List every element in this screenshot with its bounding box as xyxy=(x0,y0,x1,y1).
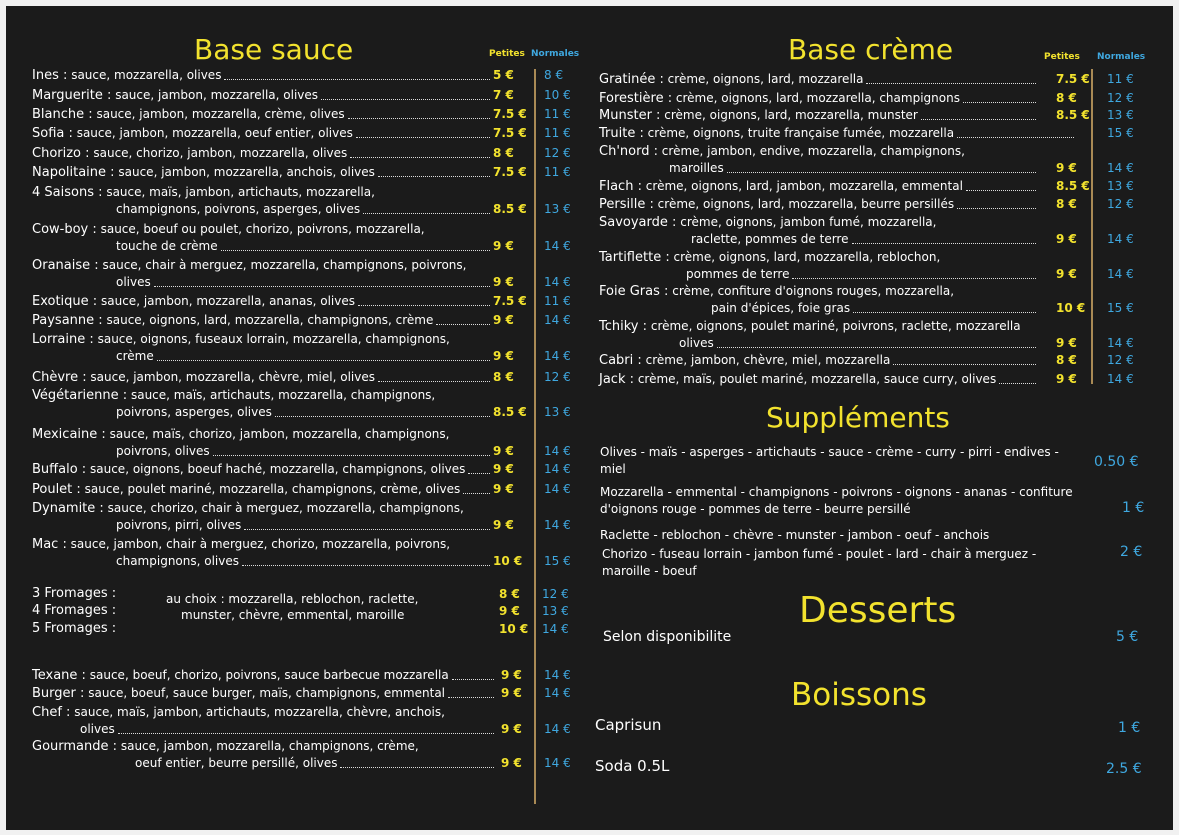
sauce-item-continued xyxy=(116,443,210,459)
small-price: 8 € xyxy=(493,370,514,384)
normales-column-header: Normales xyxy=(531,49,580,59)
leader-dots xyxy=(154,286,490,287)
fromages-name: 3 Fromages : xyxy=(32,586,117,601)
leader-dots xyxy=(463,493,490,494)
item-description: crème, oignons, lard, jambon, mozzarella, emmental xyxy=(645,179,963,193)
item-name: Forestière : xyxy=(599,91,673,106)
leader-dots xyxy=(340,767,494,768)
leader-dots xyxy=(275,416,490,417)
sauce-item xyxy=(32,125,353,142)
small-price: 10 € xyxy=(493,554,523,568)
small-price: 9 € xyxy=(493,462,514,476)
item-description: sauce, jambon, mozzarella, ananas, olives xyxy=(101,294,355,308)
small-price: 9 € xyxy=(501,686,522,700)
small-price: 7.5 € xyxy=(493,294,527,308)
leader-dots xyxy=(452,679,494,680)
item-name: Truite : xyxy=(599,126,644,141)
normal-price: 11 € xyxy=(1107,72,1134,86)
leader-dots xyxy=(321,99,490,100)
leader-dots xyxy=(348,118,490,119)
supplement-text: Raclette - reblochon - chèvre - munster - jambon - oeuf - anchois xyxy=(600,528,990,542)
item-description: sauce, chorizo, chair à merguez, mozzarella, champignons, xyxy=(107,501,464,515)
sauce-item xyxy=(32,87,318,104)
normal-price: 14 € xyxy=(544,518,571,532)
sauce-item xyxy=(32,331,450,348)
dessert-item: Selon disponibilite xyxy=(603,629,732,645)
item-description: sauce, oignons, fuseaux lorrain, mozzarella, champignons, xyxy=(97,332,450,346)
sauce-item-continued xyxy=(116,553,239,569)
item-description: crème, jambon, endive, mozzarella, champignons, xyxy=(661,144,965,158)
sauce-item-continued xyxy=(116,404,272,420)
fromages-normal-price: 14 € xyxy=(542,622,569,636)
item-description: sauce, jambon, mozzarella, champignons, crème, xyxy=(120,739,419,753)
small-price: 9 € xyxy=(1056,336,1077,350)
sauce-item xyxy=(32,387,435,404)
item-description: sauce, boeuf ou poulet, chorizo, poivrons, mozzarella, xyxy=(100,222,425,236)
normal-price: 12 € xyxy=(1107,91,1134,105)
item-description: sauce, maïs, jambon, artichauts, mozzarella, chèvre, anchois, xyxy=(74,705,445,719)
small-price: 5 € xyxy=(493,68,514,82)
creme-item xyxy=(599,318,1021,335)
item-description: crème, oignons, lard, mozzarella, munster xyxy=(664,108,918,122)
leader-dots xyxy=(957,137,1074,138)
leader-dots xyxy=(244,529,490,530)
item-name: Dynamite : xyxy=(32,501,104,516)
normal-price: 13 € xyxy=(544,202,571,216)
item-description-continued: maroilles xyxy=(669,161,724,175)
fromages-small-price: 9 € xyxy=(499,604,520,618)
creme-item xyxy=(599,249,940,266)
normal-price: 11 € xyxy=(544,126,571,140)
small-price: 8.5 € xyxy=(1056,108,1090,122)
small-price: 8 € xyxy=(1056,353,1077,367)
creme-item-continued xyxy=(686,266,789,282)
item-name: Blanche : xyxy=(32,107,93,122)
supplement-price: 1 € xyxy=(1122,500,1145,516)
sauce-item xyxy=(32,164,375,181)
creme-item xyxy=(599,125,954,142)
normal-price: 14 € xyxy=(544,239,571,253)
fromages-normal-price: 12 € xyxy=(542,587,569,601)
normales-column-header: Normales xyxy=(1097,52,1146,62)
creme-item xyxy=(599,143,965,160)
small-price: 9 € xyxy=(1056,267,1077,281)
item-description: crème, oignons, lard, mozzarella xyxy=(667,72,864,86)
base-creme-title: Base crème xyxy=(788,33,954,66)
item-name: Jack : xyxy=(599,372,634,387)
item-name: Munster : xyxy=(599,108,661,123)
item-name: Persille : xyxy=(599,197,654,212)
normal-price: 14 € xyxy=(544,686,571,700)
item-description: sauce, oignons, boeuf haché, mozzarella, champignons, olives xyxy=(90,462,466,476)
normal-price: 14 € xyxy=(1107,336,1134,350)
drink-price: 2.5 € xyxy=(1106,761,1142,777)
item-name: Végétarienne : xyxy=(32,388,128,403)
supplement-text: miel xyxy=(600,462,626,476)
item-description: crème, oignons, lard, mozzarella, champignons xyxy=(675,91,960,105)
small-price: 8.5 € xyxy=(493,405,527,419)
small-price: 7 € xyxy=(493,88,514,102)
item-description: sauce, jambon, mozzarella, crème, olives xyxy=(96,107,345,121)
item-name: Buffalo : xyxy=(32,462,87,477)
fromages-small-price: 10 € xyxy=(499,622,529,636)
leader-dots xyxy=(358,305,490,306)
base-sauce-title: Base sauce xyxy=(194,33,354,66)
creme-item-continued xyxy=(669,160,724,176)
normal-price: 15 € xyxy=(544,554,571,568)
item-name: Cabri : xyxy=(599,353,642,368)
sauce-item xyxy=(32,312,433,329)
normal-price: 14 € xyxy=(544,462,571,476)
item-name: Chorizo : xyxy=(32,146,90,161)
creme-item-continued xyxy=(679,335,714,351)
item-description: sauce, jambon, mozzarella, oeuf entier, olives xyxy=(76,126,353,140)
item-description-continued: pommes de terre xyxy=(686,267,790,281)
item-description: sauce, poulet mariné, mozzarella, champignons, crème, olives xyxy=(84,482,461,496)
sauce-price-divider xyxy=(534,69,536,804)
leader-dots xyxy=(717,347,1036,348)
item-name: Savoyarde : xyxy=(599,215,677,230)
desserts-title: Desserts xyxy=(799,590,957,631)
small-price: 7.5 € xyxy=(493,126,527,140)
normal-price: 14 € xyxy=(1107,267,1134,281)
item-description: sauce, chorizo, jambon, mozzarella, olives xyxy=(93,146,348,160)
item-description: crème, maïs, poulet mariné, mozzarella, sauce curry, olives xyxy=(637,372,997,386)
creme-item xyxy=(599,352,890,369)
small-price: 9 € xyxy=(1056,161,1077,175)
petites-column-header: Petites xyxy=(1044,52,1080,62)
small-price: 9 € xyxy=(493,313,514,327)
item-description: crème, oignons, lard, mozzarella, reblochon, xyxy=(673,250,941,264)
item-description: sauce, maïs, jambon, artichauts, mozzarella, xyxy=(106,185,375,199)
creme-item-continued xyxy=(691,231,849,247)
item-name: Flach : xyxy=(599,179,642,194)
item-name: Exotique : xyxy=(32,294,98,309)
leader-dots xyxy=(378,176,490,177)
small-price: 8.5 € xyxy=(493,202,527,216)
normal-price: 11 € xyxy=(544,165,571,179)
drink-name: Soda 0.5L xyxy=(595,757,670,775)
item-description-continued: champignons, olives xyxy=(116,554,239,568)
item-name: Chèvre : xyxy=(32,370,87,385)
leader-dots xyxy=(957,208,1036,209)
item-description: crème, oignons, poulet mariné, poivrons, raclette, mozzarella xyxy=(650,319,1021,333)
creme-item-continued xyxy=(711,300,850,316)
leader-dots xyxy=(921,119,1036,120)
item-description-continued: olives xyxy=(80,722,115,736)
creme-item xyxy=(599,371,996,388)
small-price: 9 € xyxy=(493,518,514,532)
item-description: sauce, chair à merguez, mozzarella, champignons, poivrons, xyxy=(102,258,467,272)
small-price: 9 € xyxy=(493,444,514,458)
leader-dots xyxy=(363,213,490,214)
supplements-title: Suppléments xyxy=(766,401,950,434)
fromages-description-continued: munster, chèvre, emmental, maroille xyxy=(181,608,405,622)
item-description-continued: champignons, poivrons, asperges, olives xyxy=(116,202,361,216)
leader-dots xyxy=(448,697,494,698)
petites-column-header: Petites xyxy=(489,49,525,59)
item-name: Mac : xyxy=(32,537,67,552)
fromages-description: au choix : mozzarella, reblochon, raclette, xyxy=(166,592,419,606)
small-price: 9 € xyxy=(493,349,514,363)
sauce-item-continued xyxy=(116,238,218,254)
small-price: 8 € xyxy=(1056,197,1077,211)
leader-dots xyxy=(221,250,490,251)
supplement-text: maroille - boeuf xyxy=(602,564,697,578)
drink-price: 1 € xyxy=(1118,720,1141,736)
small-price: 7.5 € xyxy=(493,165,527,179)
leader-dots xyxy=(468,473,490,474)
sauce-item xyxy=(32,667,449,684)
item-description: sauce, oignons, lard, mozzarella, champignons, crème xyxy=(106,313,434,327)
item-name: Cow-boy : xyxy=(32,222,97,237)
small-price: 9 € xyxy=(1056,372,1077,386)
sauce-item xyxy=(32,145,347,162)
pizza-menu xyxy=(6,6,1173,830)
small-price: 9 € xyxy=(1056,232,1077,246)
normal-price: 14 € xyxy=(544,668,571,682)
item-description: sauce, jambon, mozzarella, chèvre, miel, olives xyxy=(90,370,375,384)
item-description: sauce, maïs, artichauts, mozzarella, champignons, xyxy=(130,388,436,402)
supplement-price: 2 € xyxy=(1120,544,1143,560)
dessert-price: 5 € xyxy=(1116,629,1139,645)
item-name: Tchiky : xyxy=(599,319,648,334)
sauce-item-continued xyxy=(116,201,360,217)
item-name: Texane : xyxy=(32,668,86,683)
leader-dots xyxy=(727,172,1036,173)
small-price: 8 € xyxy=(493,146,514,160)
normal-price: 11 € xyxy=(544,294,571,308)
item-description-continued: raclette, pommes de terre xyxy=(691,232,849,246)
item-name: Napolitaine : xyxy=(32,165,115,180)
item-description: sauce, jambon, chair à merguez, chorizo, mozzarella, poivrons, xyxy=(70,537,451,551)
item-description: crème, oignons, lard, mozzarella, beurre persillés xyxy=(657,197,955,211)
item-description: sauce, mozzarella, olives xyxy=(71,68,222,82)
sauce-item xyxy=(32,481,460,498)
normal-price: 14 € xyxy=(544,275,571,289)
normal-price: 14 € xyxy=(544,313,571,327)
creme-item xyxy=(599,107,918,124)
sauce-item xyxy=(32,704,445,721)
fromages-name: 4 Fromages : xyxy=(32,603,117,618)
sauce-item-continued xyxy=(116,348,154,364)
normal-price: 13 € xyxy=(544,405,571,419)
fromages-small-price: 8 € xyxy=(499,587,520,601)
small-price: 8 € xyxy=(1056,91,1077,105)
item-name: Lorraine : xyxy=(32,332,94,347)
item-description: sauce, boeuf, sauce burger, maïs, champignons, emmental xyxy=(88,686,446,700)
small-price: 9 € xyxy=(493,482,514,496)
boissons-title: Boissons xyxy=(791,677,927,713)
supplement-price: 0.50 € xyxy=(1094,454,1139,470)
creme-price-divider xyxy=(1091,69,1093,384)
creme-item xyxy=(599,196,954,213)
item-description: crème, jambon, chèvre, miel, mozzarella xyxy=(645,353,891,367)
leader-dots xyxy=(436,324,490,325)
sauce-item xyxy=(32,461,465,478)
item-name: Tartiflette : xyxy=(599,250,670,265)
creme-item xyxy=(599,71,863,88)
item-name: Marguerite : xyxy=(32,88,112,103)
creme-item xyxy=(599,90,960,107)
sauce-item xyxy=(32,685,445,702)
normal-price: 8 € xyxy=(544,68,564,82)
small-price: 8.5 € xyxy=(1056,179,1090,193)
normal-price: 14 € xyxy=(544,349,571,363)
normal-price: 12 € xyxy=(544,370,571,384)
item-name: Mexicaine : xyxy=(32,427,106,442)
item-description-continued: poivrons, pirri, olives xyxy=(116,518,242,532)
small-price: 9 € xyxy=(501,756,522,770)
sauce-item xyxy=(32,500,464,517)
leader-dots xyxy=(350,157,490,158)
item-name: Gratinée : xyxy=(599,72,664,87)
creme-item xyxy=(599,283,954,300)
normal-price: 15 € xyxy=(1107,301,1134,315)
supplement-text: Mozzarella - emmental - champignons - poivrons - oignons - ananas - confiture xyxy=(600,485,1073,499)
supplement-text: d'oignons rouge - pommes de terre - beurre persillé xyxy=(600,502,911,516)
small-price: 9 € xyxy=(501,668,522,682)
normal-price: 12 € xyxy=(1107,353,1134,367)
item-name: Ch'nord : xyxy=(599,144,658,159)
sauce-item xyxy=(32,184,375,201)
item-description: crème, confiture d'oignons rouges, mozzarella, xyxy=(672,284,955,298)
normal-price: 13 € xyxy=(1107,179,1134,193)
normal-price: 13 € xyxy=(1107,108,1134,122)
leader-dots xyxy=(157,360,490,361)
normal-price: 14 € xyxy=(544,482,571,496)
small-price: 9 € xyxy=(493,275,514,289)
sauce-item xyxy=(32,536,450,553)
small-price: 7.5 € xyxy=(1056,72,1090,86)
small-price: 10 € xyxy=(1056,301,1086,315)
item-name: Burger : xyxy=(32,686,85,701)
small-price: 9 € xyxy=(493,239,514,253)
normal-price: 14 € xyxy=(544,444,571,458)
sauce-item xyxy=(32,426,449,443)
leader-dots xyxy=(963,102,1036,103)
leader-dots xyxy=(213,455,490,456)
normal-price: 14 € xyxy=(1107,372,1134,386)
leader-dots xyxy=(999,383,1036,384)
leader-dots xyxy=(378,381,490,382)
item-description: crème, oignons, truite française fumée, mozzarella xyxy=(647,126,955,140)
item-name: Sofia : xyxy=(32,126,73,141)
sauce-item xyxy=(32,221,425,238)
normal-price: 10 € xyxy=(544,88,571,102)
small-price: 7.5 € xyxy=(493,107,527,121)
sauce-item xyxy=(32,257,466,274)
sauce-item-continued xyxy=(135,755,337,771)
normal-price: 11 € xyxy=(544,107,571,121)
item-description: sauce, boeuf, chorizo, poivrons, sauce barbecue mozzarella xyxy=(89,668,449,682)
leader-dots xyxy=(118,733,494,734)
item-name: Chef : xyxy=(32,705,71,720)
leader-dots xyxy=(866,83,1036,84)
item-description-continued: poivrons, olives xyxy=(116,444,210,458)
item-name: Foie Gras : xyxy=(599,284,669,299)
normal-price: 15 € xyxy=(1107,126,1134,140)
item-description: crème, oignons, jambon fumé, mozzarella, xyxy=(680,215,937,229)
item-name: Paysanne : xyxy=(32,313,103,328)
item-description: sauce, jambon, mozzarella, olives xyxy=(115,88,319,102)
normal-price: 14 € xyxy=(544,722,571,736)
normal-price: 14 € xyxy=(544,756,571,770)
item-name: Ines : xyxy=(32,68,68,83)
item-description-continued: touche de crème xyxy=(116,239,218,253)
item-name: Gourmande : xyxy=(32,739,118,754)
item-description-continued: poivrons, asperges, olives xyxy=(116,405,272,419)
sauce-item xyxy=(32,293,355,310)
item-description-continued: oeuf entier, beurre persillé, olives xyxy=(135,756,338,770)
fromages-normal-price: 13 € xyxy=(542,604,569,618)
fromages-name: 5 Fromages : xyxy=(32,621,117,636)
item-description-continued: crème xyxy=(116,349,154,363)
item-description-continued: olives xyxy=(116,275,151,289)
normal-price: 14 € xyxy=(1107,161,1134,175)
supplement-text: Chorizo - fuseau lorrain - jambon fumé - poulet - lard - chair à merguez - xyxy=(602,547,1037,561)
sauce-item xyxy=(32,738,419,755)
normal-price: 14 € xyxy=(1107,232,1134,246)
normal-price: 12 € xyxy=(544,146,571,160)
leader-dots xyxy=(852,243,1037,244)
small-price: 9 € xyxy=(501,722,522,736)
normal-price: 12 € xyxy=(1107,197,1134,211)
creme-item xyxy=(599,214,936,231)
leader-dots xyxy=(242,565,490,566)
sauce-item xyxy=(32,106,345,123)
sauce-item xyxy=(32,67,221,84)
item-name: Oranaise : xyxy=(32,258,99,273)
leader-dots xyxy=(356,137,490,138)
sauce-item-continued xyxy=(116,517,241,533)
sauce-item xyxy=(32,369,375,386)
leader-dots xyxy=(966,190,1036,191)
leader-dots xyxy=(853,312,1036,313)
item-description: sauce, maïs, chorizo, jambon, mozzarella, champignons, xyxy=(109,427,450,441)
item-description: sauce, jambon, mozzarella, anchois, olives xyxy=(118,165,375,179)
item-description-continued: olives xyxy=(679,336,714,350)
drink-name: Caprisun xyxy=(595,716,662,734)
sauce-item-continued xyxy=(80,721,115,737)
item-name: 4 Saisons : xyxy=(32,185,103,200)
leader-dots xyxy=(224,79,490,80)
leader-dots xyxy=(792,278,1036,279)
leader-dots xyxy=(893,364,1036,365)
sauce-item-continued xyxy=(116,274,151,290)
supplement-text: Olives - maïs - asperges - artichauts - sauce - crème - curry - pirri - endives - xyxy=(600,445,1059,459)
item-description-continued: pain d'épices, foie gras xyxy=(711,301,851,315)
creme-item xyxy=(599,178,963,195)
item-name: Poulet : xyxy=(32,482,81,497)
